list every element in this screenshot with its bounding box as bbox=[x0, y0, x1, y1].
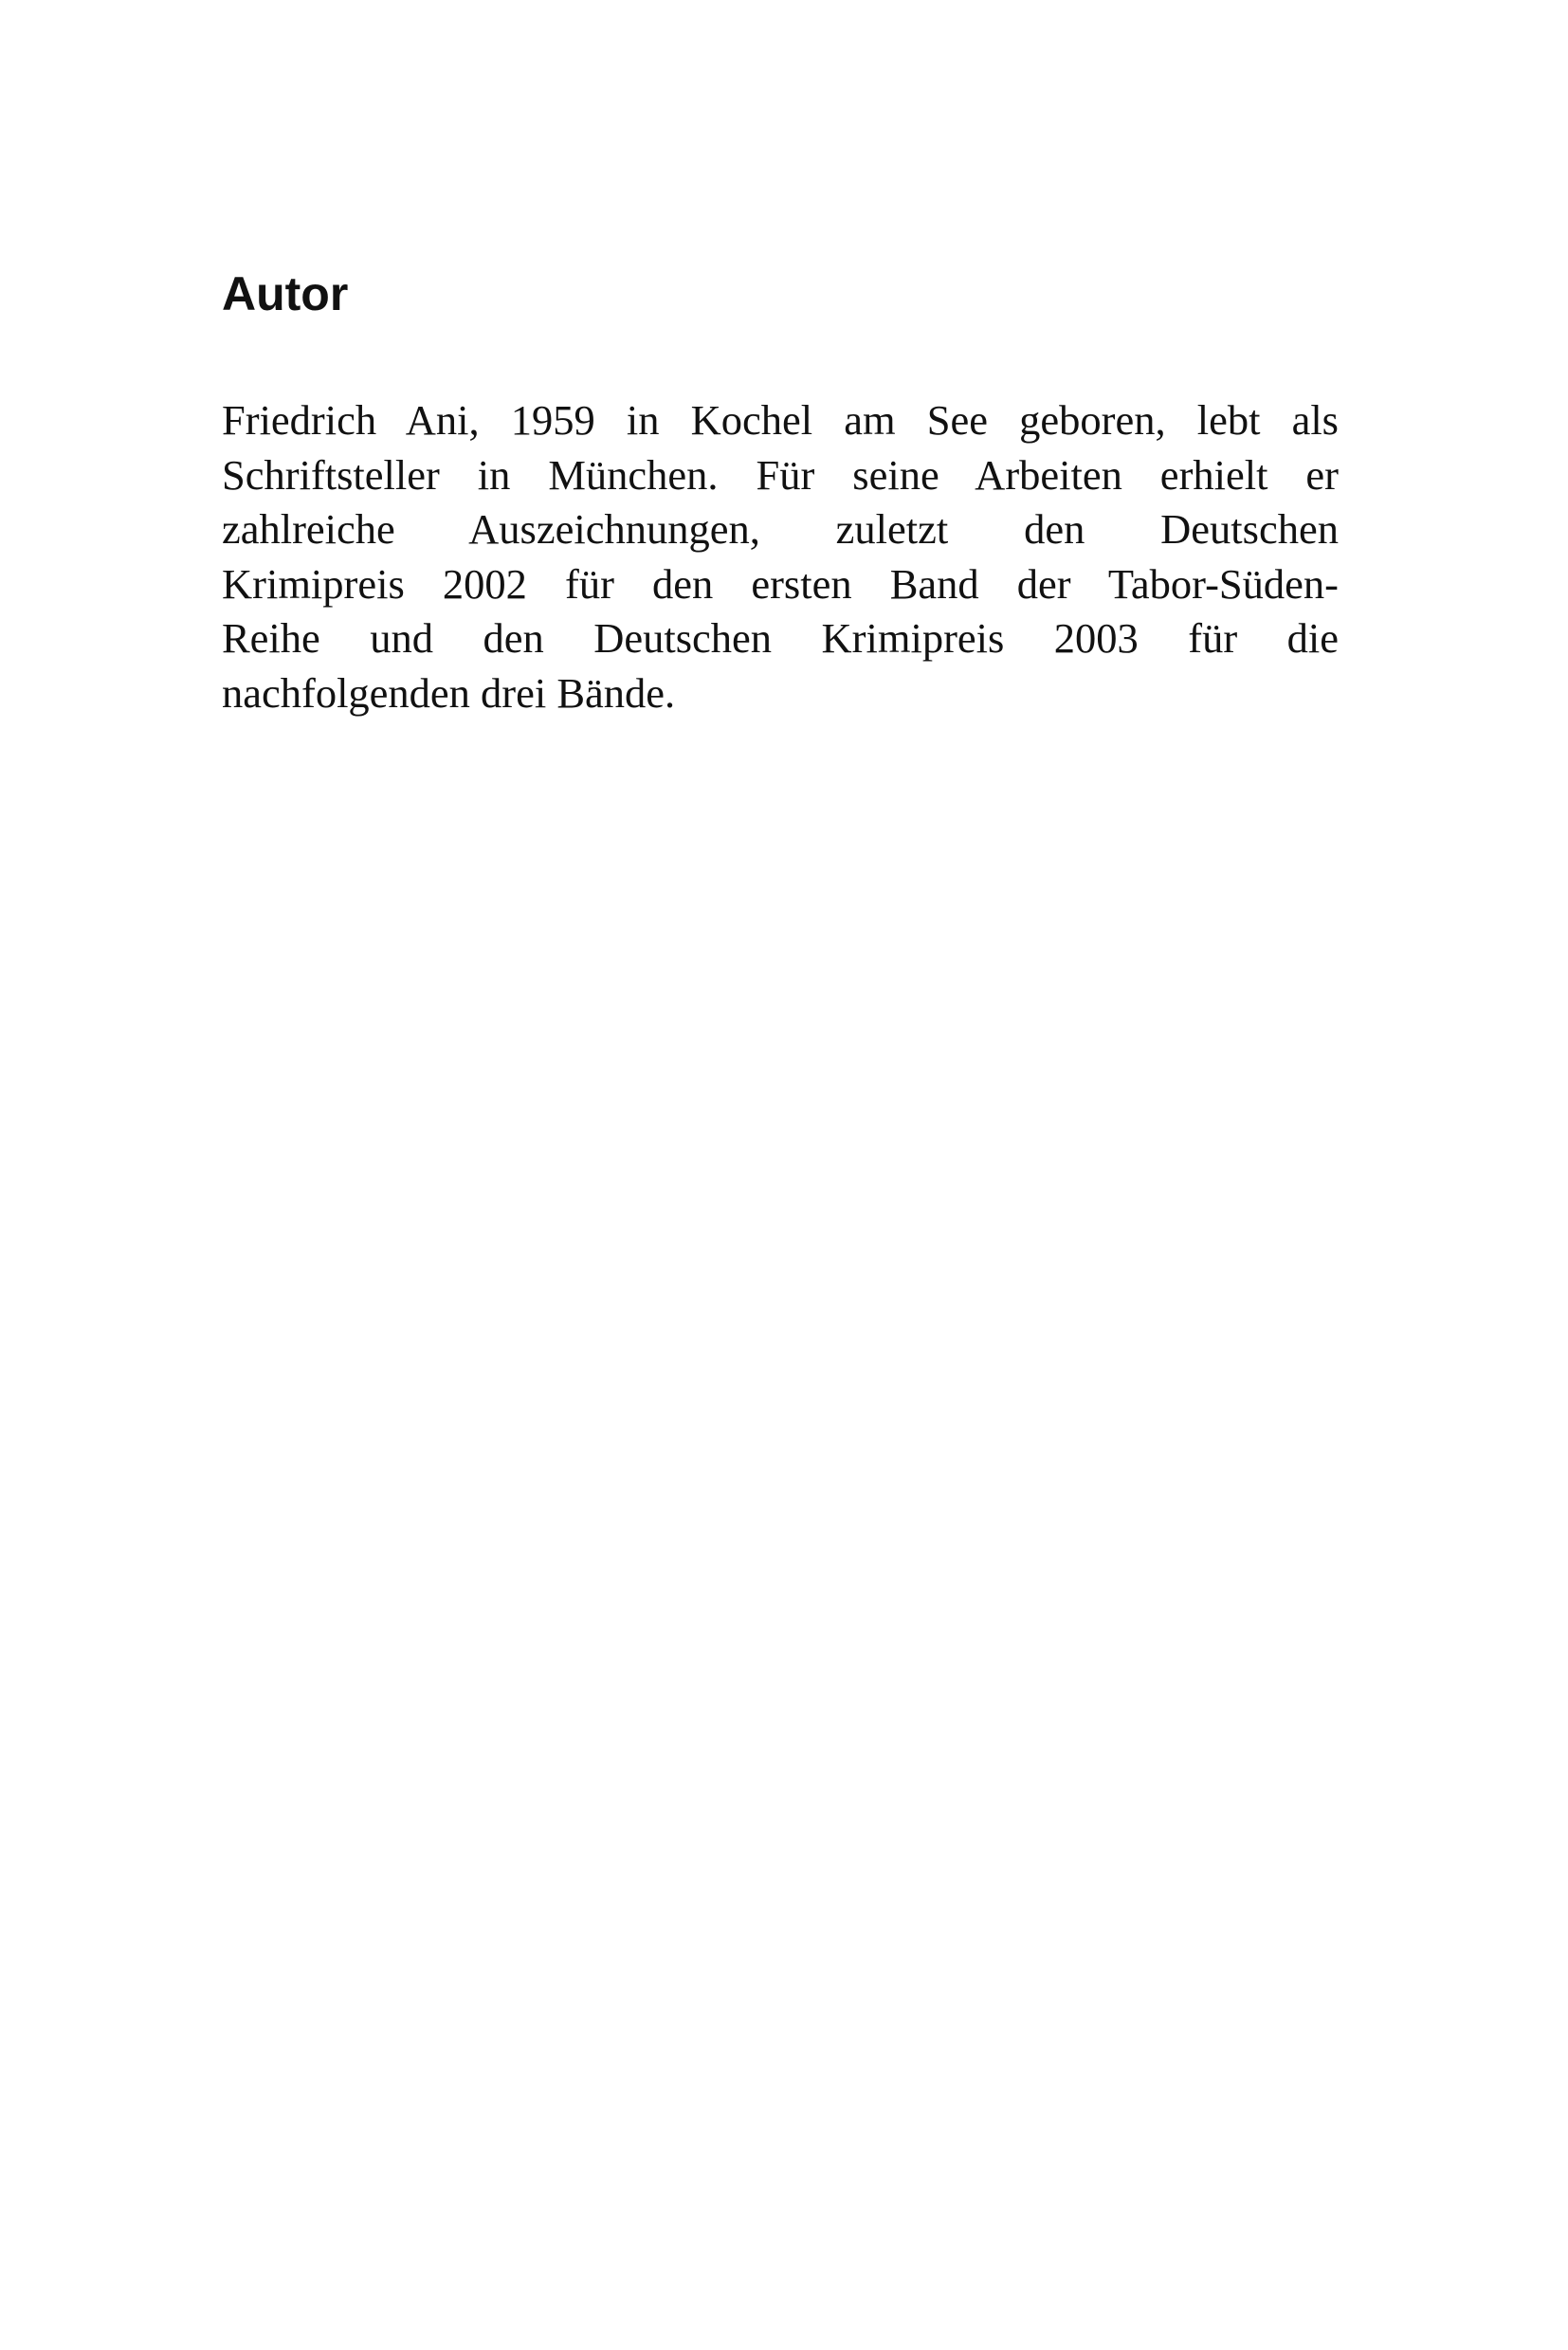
bio-line-3: zahlreiche Auszeichnungen, zuletzt den Deutschen bbox=[222, 505, 1339, 554]
bio-line-5: Reihe und den Deutschen Krimipreis 2003 für die bbox=[222, 614, 1339, 663]
section-heading: Autor bbox=[222, 267, 349, 320]
author-bio-paragraph bbox=[222, 393, 1339, 721]
bio-line-2: Schriftsteller in München. Für seine Arbeiten erhielt er bbox=[222, 450, 1339, 499]
bio-line-1: Friedrich Ani, 1959 in Kochel am See geboren, lebt als bbox=[222, 396, 1339, 444]
bio-line-6: nachfolgenden drei Bände. bbox=[222, 668, 676, 717]
bio-line-4: Krimipreis 2002 für den ersten Band der Tabor-Süden- bbox=[222, 559, 1339, 608]
